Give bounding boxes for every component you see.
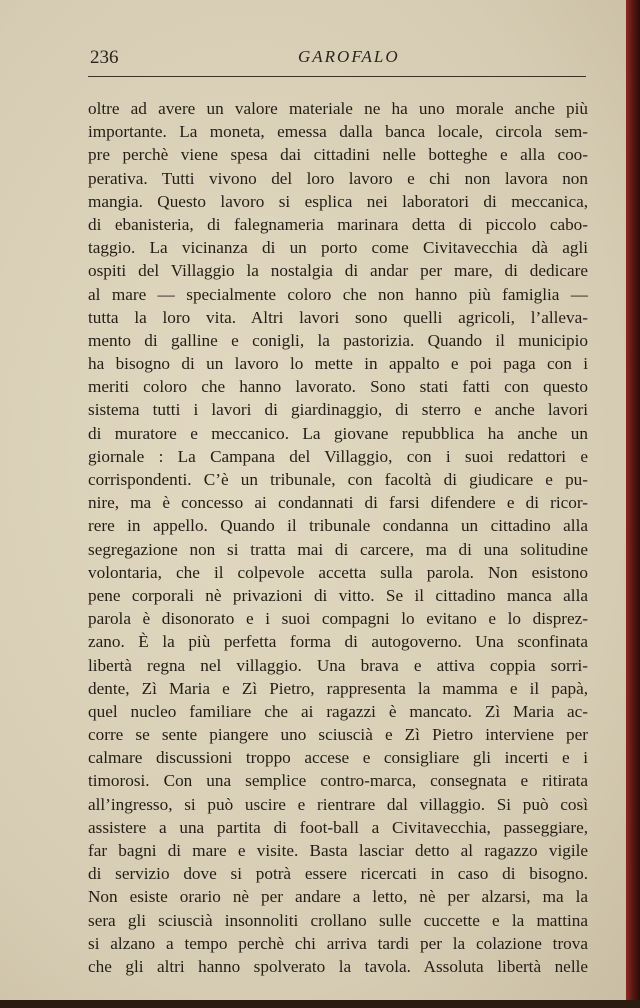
text-line: giornale : La Campana del Villaggio, con i suoi redattori e [88, 446, 588, 466]
text-line: al mare — specialmente coloro che non hanno più famiglia — [88, 284, 588, 304]
text-line: sistema tutti i lavori di giardinaggio, di sterro e anche lavori [88, 400, 588, 420]
text-line: tutta la loro vita. Altri lavori sono quelli agricoli, l’alleva- [88, 307, 588, 327]
header-rule [88, 76, 586, 77]
text-line: calmare discussioni troppo accese e consigliare gli incerti e i [88, 748, 588, 768]
running-title: GAROFALO [298, 47, 400, 66]
text-line: corre se sente piangere uno sciuscià e Zì Pietro interviene per [88, 725, 588, 745]
text-line: mangia. Questo lavoro si esplica nei laboratori di meccanica, [88, 191, 588, 211]
text-line: all’ingresso, si può uscire e rientrare dal villaggio. Si può così [88, 794, 588, 814]
text-line: oltre ad avere un valore materiale ne ha uno morale anche più [88, 99, 588, 118]
text-line: sera gli sciuscià insonnoliti crollano sulle cuccette e la mattina [88, 910, 588, 930]
text-line: importante. La moneta, emessa dalla banca locale, circola sem- [88, 122, 588, 142]
text-line: libertà regna nel villaggio. Una brava e attiva coppia sorri- [88, 655, 588, 675]
text-line: volontaria, che il colpevole accetta sulla parola. Non esistono [88, 562, 588, 582]
page-number: 236 [90, 47, 119, 68]
text-line: mento di galline e conigli, la pastorizia. Quando il municipio [88, 330, 588, 350]
text-line: zano. È la più perfetta forma di autogoverno. Una sconfinata [88, 632, 588, 652]
text-line: timorosi. Con una semplice contro-marca, consegnata e ritirata [88, 771, 588, 791]
text-line: ha bisogno di un lavoro lo mette in appalto e poi paga con i [88, 354, 588, 374]
text-line: di servizio dove si potrà essere ricercati in caso di bisogno. [88, 864, 588, 884]
text-line: parola è disonorato e i suoi compagni lo evitano e lo disprez- [88, 609, 588, 629]
page-bottom-edge [0, 1000, 640, 1008]
text-line: pre perchè viene spesa dai cittadini nelle botteghe e alla coo- [88, 145, 588, 165]
body-text [88, 97, 588, 978]
text-line: Non esiste orario nè per andare a letto, nè per alzarsi, ma la [88, 887, 588, 907]
text-line: nire, ma è concesso ai condannati di farsi difendere e di ricor- [88, 493, 588, 513]
page-header [88, 44, 588, 76]
text-line: che gli altri hanno spolverato la tavola. Assoluta libertà nelle [88, 956, 588, 976]
text-line: di muratore e meccanico. La giovane repubblica ha anche un [88, 423, 588, 443]
text-line: corrispondenti. C’è un tribunale, con facoltà di giudicare e pu- [88, 470, 588, 489]
text-line: rere in appello. Quando il tribunale condanna un cittadino alla [88, 516, 588, 536]
text-line: pene corporali nè privazioni di vitto. Se il cittadino manca alla [88, 585, 588, 605]
text-line: quel nucleo familiare che ai ragazzi è mancato. Zì Maria ac- [88, 701, 588, 721]
text-line: taggio. La vicinanza di un porto come Civitavecchia dà agli [88, 238, 588, 258]
text-line: segregazione non si tratta mai di carcere, ma di una solitudine [88, 539, 588, 559]
text-line: si alzano a tempo perchè chi arriva tardi per la colazione trova [88, 933, 588, 953]
book-edge [626, 0, 640, 1008]
text-line: ospiti del Villaggio la nostalgia di andar per mare, di dedicare [88, 261, 588, 281]
text-line: far bagni di mare e visite. Basta lasciar detto al ragazzo vigile [88, 841, 588, 860]
text-line: assistere a una partita di foot-ball a Civitavecchia, passeggiare, [88, 817, 588, 837]
text-line: perativa. Tutti vivono del loro lavoro e chi non lavora non [88, 168, 588, 188]
text-line: di ebanisteria, di falegnameria marinara detta di piccolo cabo- [88, 214, 588, 234]
text-line: dente, Zì Maria e Zì Pietro, rappresenta la mamma e il papà, [88, 678, 588, 698]
text-line: meriti coloro che hanno lavorato. Sono stati fatti con questo [88, 377, 588, 397]
